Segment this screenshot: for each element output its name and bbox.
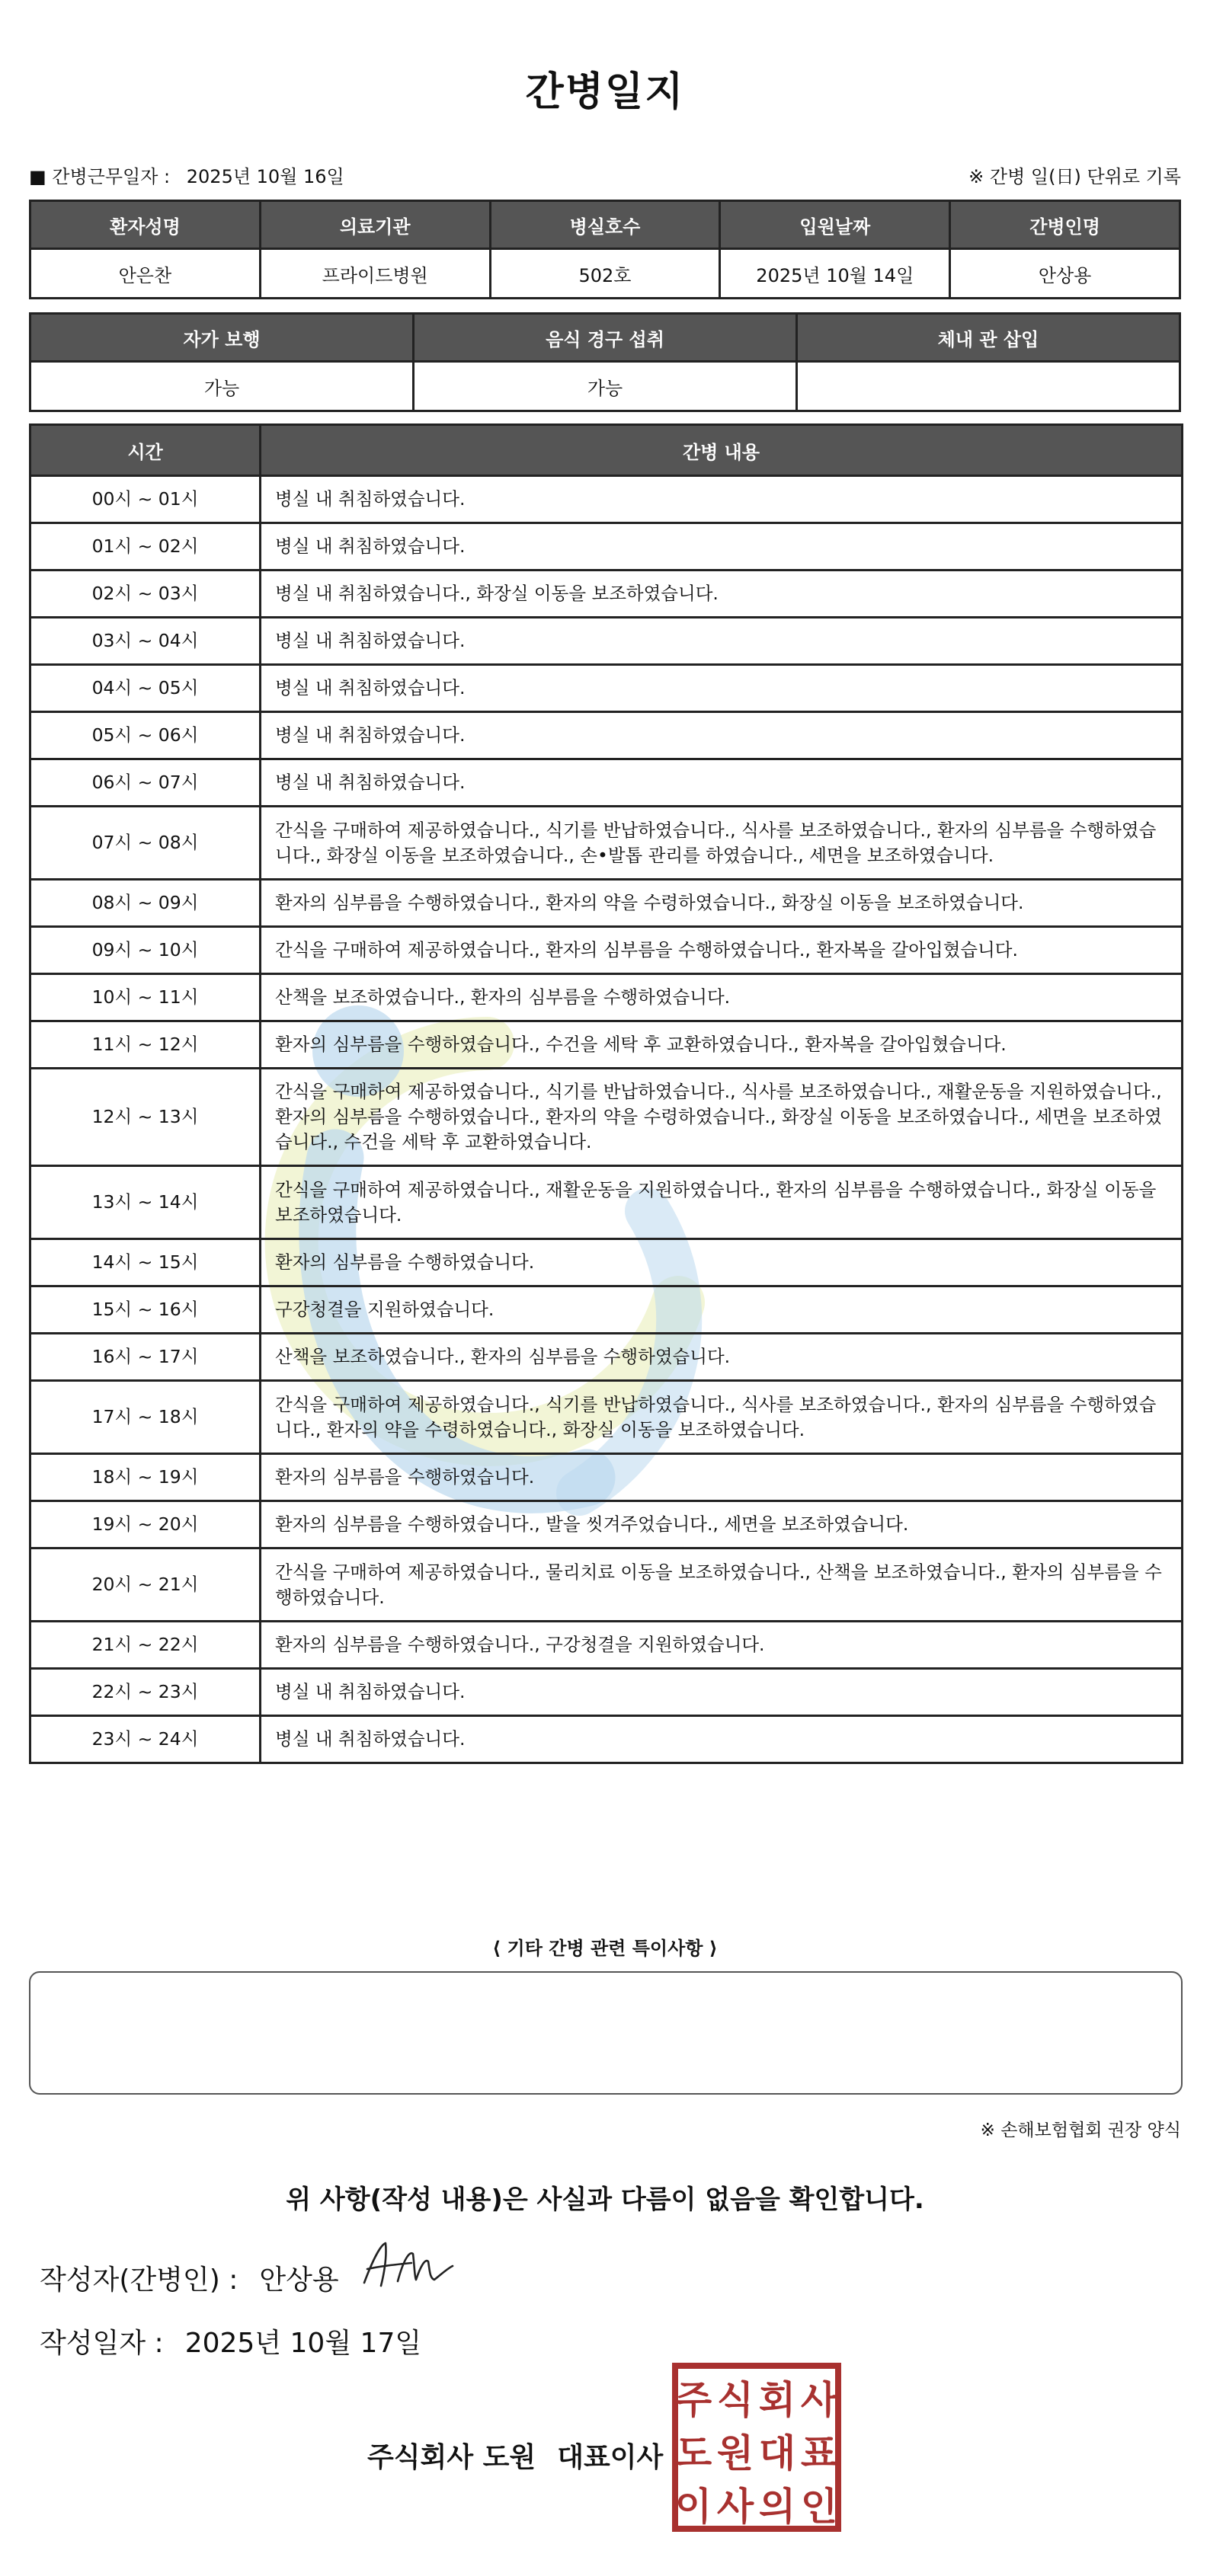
header-walking: 자가 보행: [30, 314, 414, 362]
care-content-cell: 병실 내 취침하였습니다.: [261, 618, 1183, 665]
time-cell: 19시 ~ 20시: [30, 1501, 261, 1548]
table-row: [30, 1669, 1183, 1716]
care-content-cell: 간식을 구매하여 제공하였습니다., 재활운동을 지원하였습니다., 환자의 심부름을 수행하였습니다., 화장실 이동을 보조하였습니다.: [261, 1166, 1183, 1239]
remarks-box: [29, 1971, 1183, 2095]
care-content-cell: 병실 내 취침하였습니다.: [261, 712, 1183, 759]
care-content-cell: 병실 내 취침하였습니다.: [261, 759, 1183, 807]
time-cell: 14시 ~ 15시: [30, 1239, 261, 1286]
patient-info-table: [29, 200, 1181, 299]
time-cell: 15시 ~ 16시: [30, 1286, 261, 1334]
signature-image: [351, 2236, 465, 2296]
table-row: [30, 1454, 1183, 1501]
hospital-name: 프라이드병원: [260, 249, 490, 299]
seal-character: 주: [674, 2378, 712, 2422]
care-content-cell: 환자의 심부름을 수행하였습니다., 구강청결을 지원하였습니다.: [261, 1622, 1183, 1669]
time-cell: 08시 ~ 09시: [30, 880, 261, 927]
seal-character: 회: [758, 2378, 796, 2422]
oral-intake-status: 가능: [414, 362, 797, 411]
time-cell: 04시 ~ 05시: [30, 665, 261, 712]
header-caregiver: 간병인명: [950, 201, 1180, 249]
time-cell: 16시 ~ 17시: [30, 1334, 261, 1381]
seal-character: 대: [758, 2431, 796, 2475]
seal-character: 이: [674, 2485, 712, 2529]
header-room: 병실호수: [490, 201, 720, 249]
header-oral-intake: 음식 경구 섭취: [414, 314, 797, 362]
form-note: ※ 손해보험협회 권장 양식: [980, 2121, 1181, 2140]
seal-character: 의: [758, 2485, 796, 2529]
table-row: [30, 1381, 1183, 1454]
care-content-cell: 간식을 구매하여 제공하였습니다., 물리치료 이동을 보조하였습니다., 산책을 보조하였습니다., 환자의 심부름을 수행하였습니다.: [261, 1548, 1183, 1622]
time-cell: 05시 ~ 06시: [30, 712, 261, 759]
writer-line: [40, 2258, 339, 2297]
header-hospital: 의료기관: [260, 201, 490, 249]
patient-name: 안은찬: [30, 249, 261, 299]
table-row: [30, 1069, 1183, 1166]
time-cell: 12시 ~ 13시: [30, 1069, 261, 1166]
care-content-cell: 환자의 심부름을 수행하였습니다., 수건을 세탁 후 교환하였습니다., 환자복을 갈아입혔습니다.: [261, 1021, 1183, 1069]
write-date-label: 작성일자 :: [40, 2328, 164, 2359]
table-row: [30, 1239, 1183, 1286]
company-name: 주식회사 도원: [367, 2442, 536, 2473]
time-cell: 13시 ~ 14시: [30, 1166, 261, 1239]
header-time: 시간: [30, 425, 261, 476]
patient-status-table: [29, 312, 1181, 412]
table-row: [30, 1501, 1183, 1548]
care-content-cell: 병실 내 취침하였습니다.: [261, 1669, 1183, 1716]
time-cell: 00시 ~ 01시: [30, 476, 261, 523]
time-cell: 23시 ~ 24시: [30, 1716, 261, 1763]
time-cell: 02시 ~ 03시: [30, 570, 261, 618]
care-log-table: [29, 423, 1183, 1764]
care-content-cell: 병실 내 취침하였습니다.: [261, 1716, 1183, 1763]
work-date-value: 2025년 10월 16일: [186, 166, 344, 187]
table-row: [30, 1622, 1183, 1669]
table-row: [30, 974, 1183, 1021]
seal-character: 사: [800, 2378, 838, 2422]
table-row: [30, 1021, 1183, 1069]
write-date-value: 2025년 10월 17일: [184, 2328, 422, 2359]
document-title: 간병일지: [525, 69, 685, 115]
table-row: [30, 618, 1183, 665]
table-row: [30, 807, 1183, 880]
company-title: 대표이사: [557, 2442, 664, 2473]
time-cell: 11시 ~ 12시: [30, 1021, 261, 1069]
table-row: [30, 1334, 1183, 1381]
care-content-cell: 간식을 구매하여 제공하였습니다., 식기를 반납하였습니다., 식사를 보조하였습니다., 환자의 심부름을 수행하였습니다., 환자의 약을 수령하였습니다., 화장실 이동을 보조하였습니다.: [261, 1381, 1183, 1454]
table-row: [30, 927, 1183, 974]
care-content-cell: 병실 내 취침하였습니다.: [261, 523, 1183, 570]
table-row: [30, 712, 1183, 759]
table-row: [30, 1716, 1183, 1763]
table-row: [30, 665, 1183, 712]
care-content-cell: 간식을 구매하여 제공하였습니다., 식기를 반납하였습니다., 식사를 보조하였습니다., 환자의 심부름을 수행하였습니다., 화장실 이동을 보조하였습니다., 손•발톱 관리를 하였습니다., 세면을 보조하였습니다.: [261, 807, 1183, 880]
care-content-cell: 간식을 구매하여 제공하였습니다., 식기를 반납하였습니다., 식사를 보조하였습니다., 재활운동을 지원하였습니다., 환자의 심부름을 수행하였습니다., 환자의 약을 수령하였습니다., 화장실 이동을 보조하였습니다., 세면을 보조하였습니다., 수건을 세탁 후 교환하였습니다.: [261, 1069, 1183, 1166]
time-cell: 22시 ~ 23시: [30, 1669, 261, 1716]
caregiver-name: 안상용: [950, 249, 1180, 299]
time-cell: 07시 ~ 08시: [30, 807, 261, 880]
time-cell: 09시 ~ 10시: [30, 927, 261, 974]
walking-status: 가능: [30, 362, 414, 411]
table-row: [30, 759, 1183, 807]
table-row: [30, 1166, 1183, 1239]
time-cell: 06시 ~ 07시: [30, 759, 261, 807]
header-tube: 체내 관 삽입: [797, 314, 1180, 362]
table-row: [30, 570, 1183, 618]
care-content-cell: 환자의 심부름을 수행하였습니다.: [261, 1454, 1183, 1501]
write-date-line: [40, 2322, 421, 2360]
time-cell: 03시 ~ 04시: [30, 618, 261, 665]
time-cell: 17시 ~ 18시: [30, 1381, 261, 1454]
table-row: [30, 1286, 1183, 1334]
writer-label: 작성자(간병인) :: [40, 2264, 238, 2296]
confirmation-statement: 위 사항(작성 내용)은 사실과 다름이 없음을 확인합니다.: [286, 2184, 924, 2215]
tube-status: [797, 362, 1180, 411]
time-cell: 01시 ~ 02시: [30, 523, 261, 570]
time-cell: 10시 ~ 11시: [30, 974, 261, 1021]
table-row: [30, 476, 1183, 523]
care-content-cell: 병실 내 취침하였습니다.: [261, 665, 1183, 712]
company-line: [367, 2436, 663, 2475]
time-cell: 18시 ~ 19시: [30, 1454, 261, 1501]
care-log-body: [30, 476, 1183, 1763]
header-patient-name: 환자성명: [30, 201, 261, 249]
care-content-cell: 환자의 심부름을 수행하였습니다.: [261, 1239, 1183, 1286]
seal-character: 원: [716, 2431, 754, 2475]
time-cell: 20시 ~ 21시: [30, 1548, 261, 1622]
care-content-cell: 병실 내 취침하였습니다.: [261, 476, 1183, 523]
care-content-cell: 산책을 보조하였습니다., 환자의 심부름을 수행하였습니다.: [261, 1334, 1183, 1381]
room-number: 502호: [490, 249, 720, 299]
header-admission-date: 입원날짜: [720, 201, 950, 249]
table-row: [30, 1548, 1183, 1622]
work-date: [29, 161, 344, 188]
work-date-label: ■ 간병근무일자 :: [29, 166, 171, 187]
seal-character: 도: [674, 2431, 712, 2475]
care-content-cell: 병실 내 취침하였습니다., 화장실 이동을 보조하였습니다.: [261, 570, 1183, 618]
table-row: [30, 523, 1183, 570]
care-content-cell: 간식을 구매하여 제공하였습니다., 환자의 심부름을 수행하였습니다., 환자복을 갈아입혔습니다.: [261, 927, 1183, 974]
seal-character: 식: [716, 2378, 754, 2422]
remarks-title: ⟨ 기타 간병 관련 특이사항 ⟩: [492, 1938, 718, 1959]
company-seal: [671, 2361, 843, 2533]
seal-character: 사: [716, 2485, 754, 2529]
seal-character: 인: [800, 2485, 838, 2529]
care-content-cell: 환자의 심부름을 수행하였습니다., 환자의 약을 수령하였습니다., 화장실 이동을 보조하였습니다.: [261, 880, 1183, 927]
writer-name: 안상용: [259, 2264, 339, 2296]
care-content-cell: 구강청결을 지원하였습니다.: [261, 1286, 1183, 1334]
seal-character: 표: [800, 2431, 838, 2475]
admission-date: 2025년 10월 14일: [720, 249, 950, 299]
time-cell: 21시 ~ 22시: [30, 1622, 261, 1669]
care-content-cell: 산책을 보조하였습니다., 환자의 심부름을 수행하였습니다.: [261, 974, 1183, 1021]
header-care-content: 간병 내용: [261, 425, 1183, 476]
table-row: [30, 880, 1183, 927]
care-content-cell: 환자의 심부름을 수행하였습니다., 발을 씻겨주었습니다., 세면을 보조하였습니다.: [261, 1501, 1183, 1548]
unit-note: ※ 간병 일(日) 단위로 기록: [968, 166, 1181, 187]
